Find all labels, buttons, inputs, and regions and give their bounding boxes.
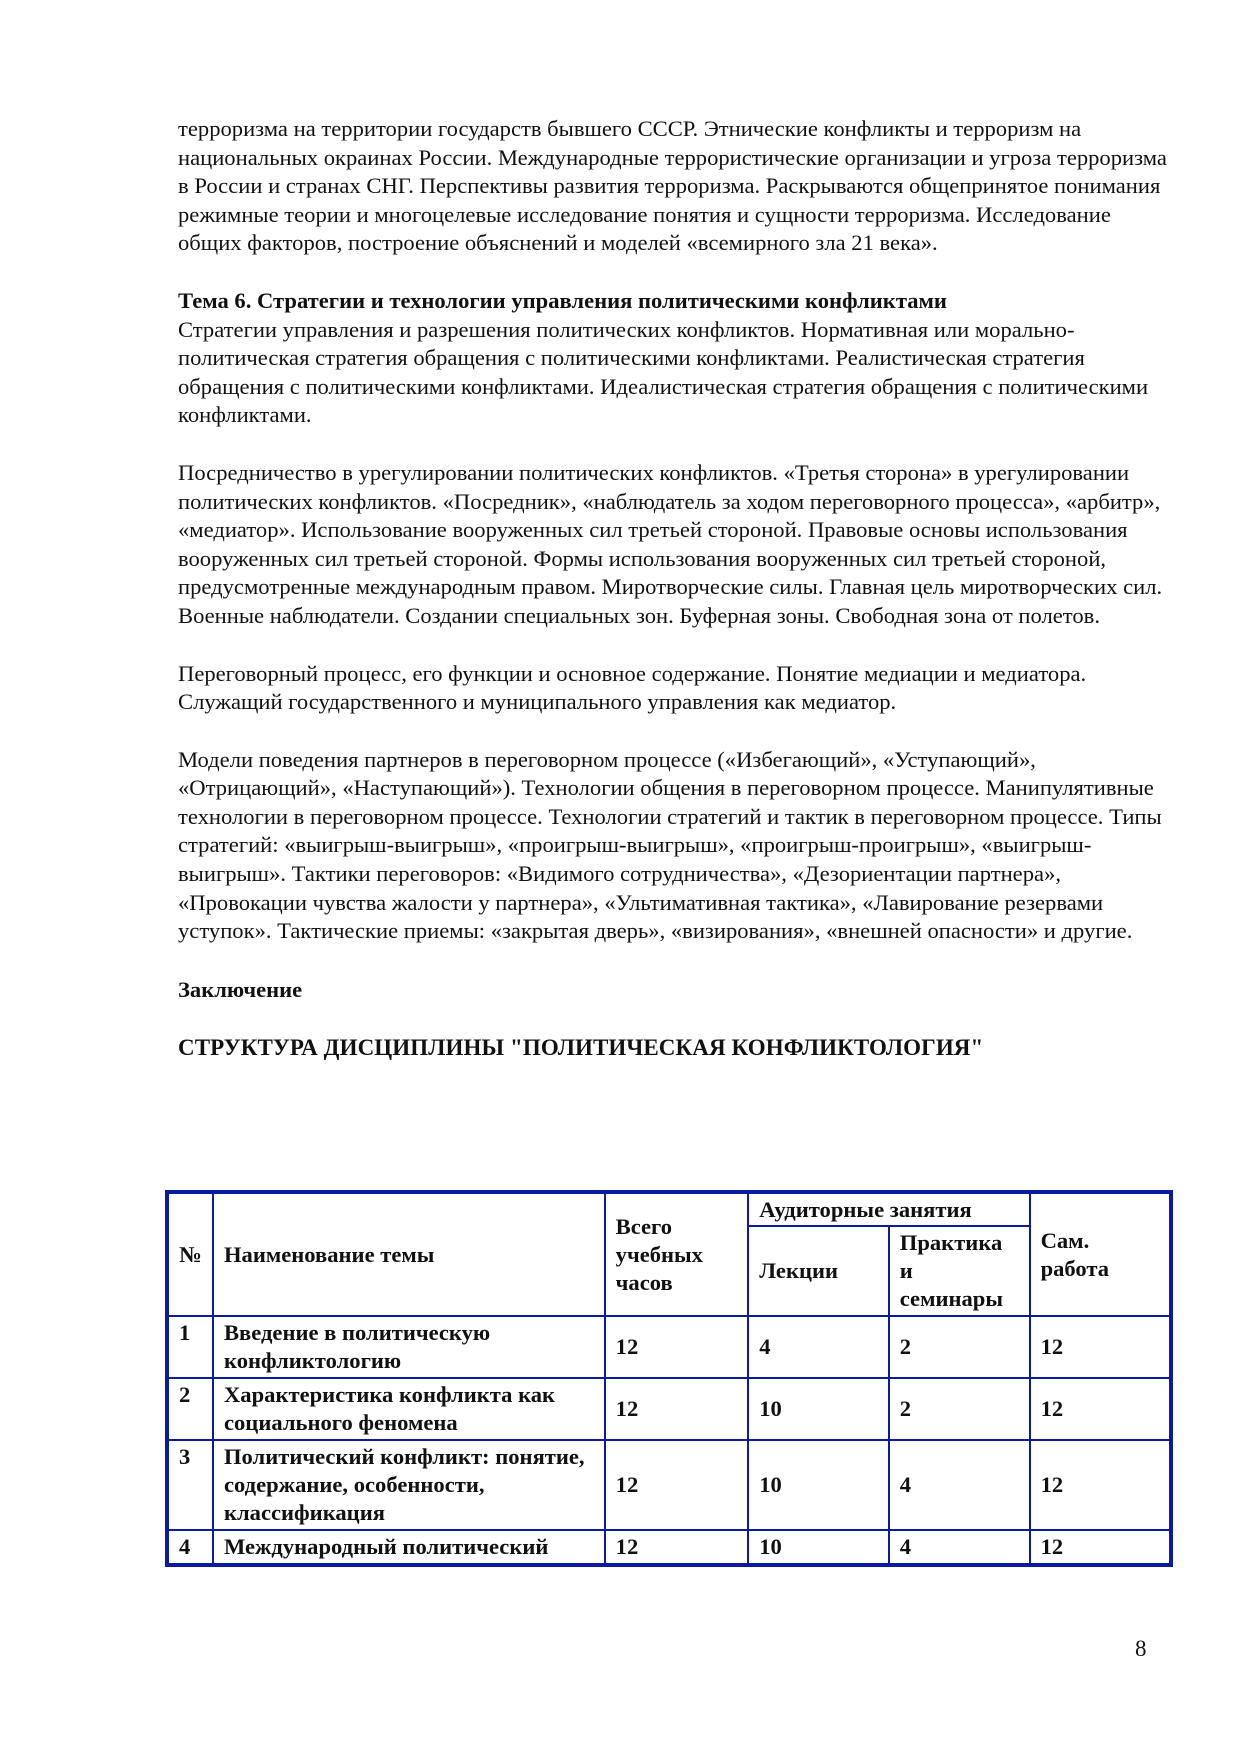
structure-title: СТРУКТУРА ДИСЦИПЛИНЫ "ПОЛИТИЧЕСКАЯ КОНФЛИКТОЛОГИЯ" [178, 1035, 984, 1061]
table-header-row [167, 1192, 1171, 1226]
header-lectures: Лекции [748, 1226, 889, 1316]
topic6-paragraph-2: Посредничество в урегулировании политических конфликтов. «Третья сторона» в урегулировании политических конфликтов. «Посредник», «наблюдатель за ходом переговорного процесса», «арбитр», «медиатор». Использование вооруженных сил третьей стороной. Правовые основы использования вооруженных сил третьей стороной. Формы использования вооруженных сил третьей стороной, предусмотренные международным правом. Миротворческие силы. Главная цель миротворческих сил. Военные наблюдатели. Создании специальных зон. Буферная зоны. Свободная зона от полетов. [178, 459, 1163, 628]
row-total: 12 [605, 1378, 749, 1440]
topic6-paragraph-4: Модели поведения партнеров в переговорном процессе («Избегающий», «Уступающий», «Отрицающий», «Наступающий»). Технологии общения в переговорном процессе. Манипулятивные технологии в переговорном процессе. Технологии стратегий и тактик в переговорном процессе. Типы стратегий: «выигрыш-выигрыш», «проигрыш-выигрыш», «проигрыш-проигрыш», «выигрыш-выигрыш». Тактики переговоров: «Видимого сотрудничества», «Дезориентации партнера», «Провокации чувства жалости у партнера», «Ультимативная тактика», «Лавирование резервами уступок». Тактические приемы: «закрытая дверь», «визирования», «внешней опасности» и другие. [178, 746, 1162, 944]
conclusion-heading: Заключение [178, 976, 303, 1002]
row-total: 12 [605, 1316, 749, 1378]
header-auditorium: Аудиторные занятия [748, 1192, 1029, 1226]
row-self: 12 [1030, 1378, 1171, 1440]
header-practice: Практика и семинары [889, 1226, 1030, 1316]
row-self: 12 [1030, 1316, 1171, 1378]
row-practice: 4 [889, 1530, 1030, 1565]
row-lectures: 10 [748, 1440, 889, 1530]
row-total: 12 [605, 1440, 749, 1530]
row-name: Введение в политическую конфликтологию [213, 1316, 605, 1378]
header-num: № [167, 1192, 213, 1316]
row-lectures: 4 [748, 1316, 889, 1378]
topic6-paragraph-1: Стратегии управления и разрешения политических конфликтов. Нормативная или морально-политическая стратегия обращения с политическими конфликтами. Реалистическая стратегия обращения с политическими конфликтами. Идеалистическая стратегия обращения с политическими конфликтами. [178, 316, 1149, 428]
row-self: 12 [1030, 1530, 1171, 1565]
topic6-paragraph-3: Переговорный процесс, его функции и основное содержание. Понятие медиации и медиатора. Служащий государственного и муниципального управления как медиатор. [178, 660, 1087, 715]
table-row [167, 1316, 1171, 1378]
row-num: 3 [167, 1440, 213, 1530]
table-row [167, 1378, 1171, 1440]
structure-table [165, 1190, 1173, 1567]
page-number: 8 [1135, 1636, 1147, 1661]
header-self: Сам. работа [1030, 1192, 1171, 1316]
row-practice: 2 [889, 1316, 1030, 1378]
row-num: 2 [167, 1378, 213, 1440]
row-lectures: 10 [748, 1530, 889, 1565]
row-name: Характеристика конфликта как социального феномена [213, 1378, 605, 1440]
row-lectures: 10 [748, 1378, 889, 1440]
page-content [178, 115, 1168, 1063]
row-num: 4 [167, 1530, 213, 1565]
header-name: Наименование темы [213, 1192, 605, 1316]
row-name: Политический конфликт: понятие, содержание, особенности, классификация [213, 1440, 605, 1530]
row-num: 1 [167, 1316, 213, 1378]
row-total: 12 [605, 1530, 749, 1565]
row-self: 12 [1030, 1440, 1171, 1530]
header-total: Всего учебных часов [605, 1192, 749, 1316]
row-practice: 4 [889, 1440, 1030, 1530]
topic6-heading: Тема 6. Стратегии и технологии управления политическими конфликтами [178, 287, 947, 313]
intro-paragraph: терроризма на территории государств бывшего СССР. Этнические конфликты и терроризм на национальных окраинах России. Международные террористические организации и угроза терроризма в России и странах СНГ. Перспективы развития терроризма. Раскрываются общепринятое понимания режимные теории и многоцелевые исследование понятия и сущности терроризма. Исследование общих факторов, построение объяснений и моделей «всемирного зла 21 века». [178, 116, 1167, 256]
row-name: Международный политический [213, 1530, 605, 1565]
row-practice: 2 [889, 1378, 1030, 1440]
table-row [167, 1440, 1171, 1530]
table-row [167, 1530, 1171, 1565]
